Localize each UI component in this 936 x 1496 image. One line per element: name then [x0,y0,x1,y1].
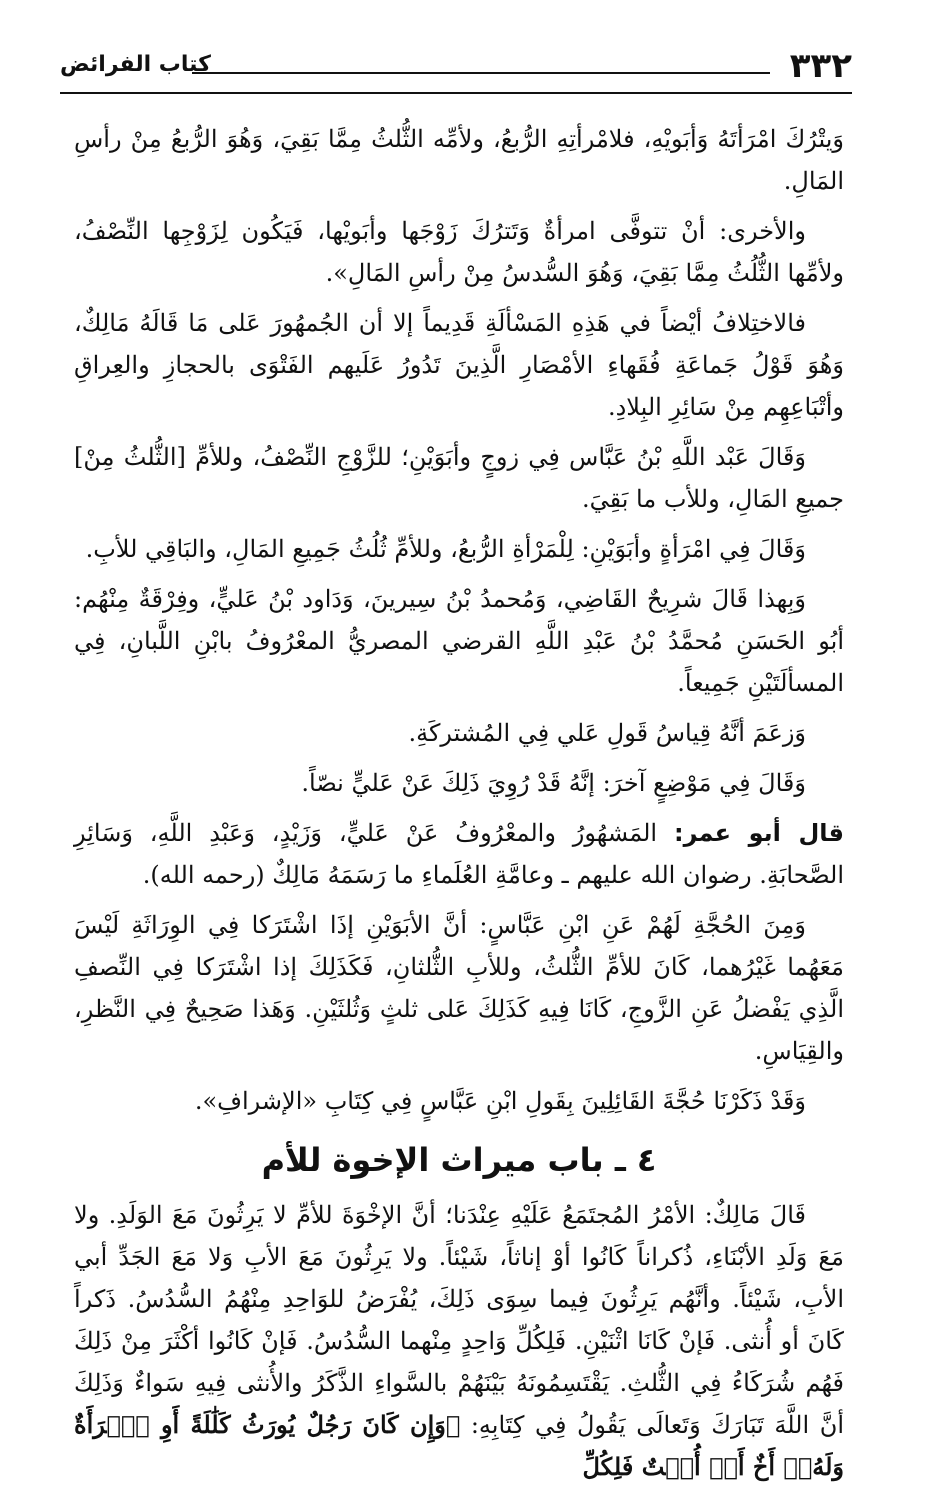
paragraph: وَقَالَ فِي مَوْضِعٍ آخرَ: إنَّهُ قَدْ رُوِيَ ذَلِكَ عَنْ عَليٍّ نصّاً. [301,769,806,797]
quran-fragment: ﴿وَإِن كَانَ رَجُلٌ يُورَثُ كَلَٰلَةً أَوِ ٱمۡرَأَةٌ وَلَهُۥٓ أَخٌ أَوۡ أُخۡتٌ فَلِكُلِّ [74,1410,844,1481]
paragraph: وَبِهذا قَالَ شرِيحٌ القَاضِي، وَمُحمدُ بْنُ سِيرينَ، وَدَاود بْنُ عَليٍّ، وفِرْقَةٌ مِنْهُم: أبُو الحَسَنِ مُحمَّدُ بْنُ عَبْدِ اللَّهِ القرضي المصريُّ المعْرُوفُ بابْنِ اللَّبانِ، فِي المسألَتَيْنِ جَمِيعاً. [74,585,844,697]
header-underline [60,92,852,94]
paragraph: وَزعَمَ أنَّهُ قِياسُ قَولِ عَلي فِي المُشتركَةِ. [408,719,806,747]
paragraph: والأخرى: أنْ تتوفَّى امرأةٌ وَتَترُكَ زَوْجَها وأبَويْها، فَيَكُون لِزَوْجِها النِّصْفُ، ولأمِّها الثُّلُثُ مِمَّا بَقِيَ، وَهُوَ السُّدسُ مِنْ رأسِ المَالِ». [74,217,844,287]
page-body [74,118,844,1496]
paragraph: وَقَدْ ذَكَرْنَا حُجَّةَ القَائِلِينَ بِقَولِ ابْنِ عَبَّاسٍ فِي كِتَابِ «الإشرافِ». [194,1087,806,1115]
page-number: ٣٣٢ [789,46,852,86]
paragraph: وَقَالَ عَبْد اللَّهِ بْنُ عَبَّاس فِي زوجٍ وأبَوَيْنِ؛ للزَّوْجِ النِّصْفُ، وللأمِّ [الثُّلثُ مِنْ] جميعِ المَالِ، وللأب ما بَقِيَ. [74,443,844,513]
paragraph-text: قَالَ مَالِكٌ: الأمْرُ المُجتَمَعُ عَلَيْهِ عِنْدَنا؛ أنَّ الإخْوَةَ للأمِّ لا يَرِثُونَ مَعَ الوَلَدِ. ولا مَعَ وَلَدِ الأبْنَاءِ، ذُكراناً كَانُوا أوْ إناثاً، شَيْئاً. ولا يَرِثُونَ مَعَ الأبِ وَلا مَعَ الجَدِّ أبي الأبِ، شَيْئاً. وأنَّهُم يَرِثُونَ فِيما سِوَى ذَلِكَ، يُفْرَضُ للوَاحِدِ مِنْهُمُ السُّدُسُ. ذَكراً كَانَ أو أُنثى. فَإنْ كَانَا اثْنَيْنِ. فَلِكُلِّ وَاحِدٍ مِنْهما السُّدُسُ. فَإنْ كَانُوا أكْثَرَ مِنْ ذَلِكَ فَهُم شُرَكَاءُ فِي الثُّلثِ. يَقْتَسِمُونَهُ بَيْنَهُمْ بالسَّواءِ الذَّكَرُ والأُنثى فِيهِ سَواءٌ وَذَلِكَ أنَّ اللَّهَ تَبَارَكَ وَتَعالَى يَقُولُ فِي كِتَابِهِ: [74,1201,844,1439]
paragraph: وَقَالَ فِي امْرَأةٍ وأبَوَيْنِ: لِلْمَرْأةِ الرُّبعُ، وللأمِّ ثُلُثُ جَمِيعِ المَالِ، والبَاقِي للأبِ. [85,535,806,563]
paragraph: فالاختِلافُ أيْضاً في هَذِهِ المَسْألَةِ قَدِيماً إلا أن الجُمهُورَ عَلى مَا قَالَهُ مَالِكٌ، وَهُوَ قَوْلُ جَماعَةِ فُقَهاءِ الأمْصَارِ الَّذِينَ تَدُورُ عَلَيهم الفَتْوَى بالحجازِ والعِراقِ وأتْبَاعِهِم مِنْ سَائِرِ البِلادِ. [74,309,844,421]
header-rule [192,72,770,74]
section-title: ٤ ـ باب ميراث الإخوة للأم [261,1141,657,1179]
abu-umar-lead: قال أبو عمر: [673,819,845,847]
paragraph: وَيتْرُكَ امْرَأتَهُ وَأبَويْهِ، فلامْرأتِهِ الرُّبعُ، ولأمِّه الثُّلثُ مِمَّا بَقِيَ، وَهُوَ الرُّبعُ مِنْ رأسِ المَالِ. [74,125,844,195]
page-header [60,40,852,100]
abu-umar-text: المَشهُورُ والمعْرُوفُ عَنْ عَليٍّ، وَزَيْدٍ، وَعَبْدِ اللَّهِ، وَسَائِرِ الصَّحابَةِ. رضوان الله عليهم ـ وعامَّةِ العُلَماءِ ما رَسَمَهُ مَالِكٌ (رحمه الله). [74,819,844,889]
paragraph [74,1194,844,1488]
running-title: كتاب الفرائض [60,52,211,77]
abu-umar-paragraph [74,812,844,896]
paragraph: وَمِنَ الحُجَّةِ لَهُمْ عَنِ ابْنِ عَبَّاسٍ: أنَّ الأبَوَيْنِ إذَا اشْتَرَكا فِي الوِرَاثَةِ لَيْسَ مَعَهُما غَيْرُهما، كَانَ للأمِّ الثُّلثُ، وللأبِ الثُّلثانِ، فَكَذَلِكَ إذا اشْتَرَكا فِي النِّصفِ الَّذِي يَفْضلُ عَنِ الزَّوجِ، كَانَا فِيهِ كَذَلِكَ عَلى ثلثٍ وَثُلثَيْنِ. وَهَذا صَحِيحٌ فِي النَّظرِ، والقِيَاسِ. [74,911,844,1065]
